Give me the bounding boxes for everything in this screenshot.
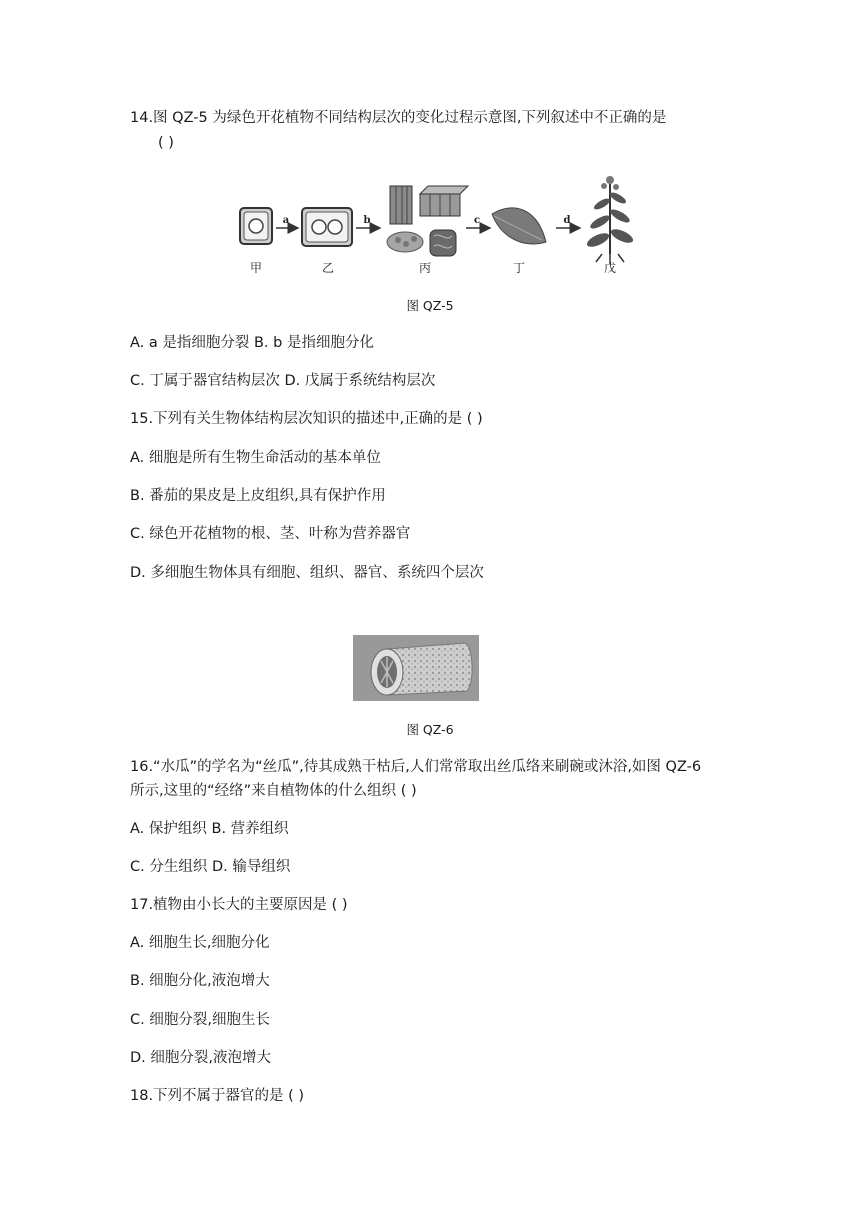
arrow-label-a: a (282, 215, 290, 226)
q17-option-d: D. 细胞分裂,液泡增大 (130, 1050, 271, 1066)
arrow-label-c: c (473, 215, 481, 226)
q16-stem-line2: 所示,这里的“经络”来自植物体的什么组织 ( ) (130, 783, 417, 799)
q16-options-cd: C. 分生组织 D. 输导组织 (130, 859, 291, 875)
figure-qz6-caption: 图 QZ-6 (406, 722, 454, 737)
q17-stem: 17.植物由小长大的主要原因是 ( ) (130, 897, 348, 913)
q15-option-a: A. 细胞是所有生物生命活动的基本单位 (130, 450, 381, 466)
q15-option-b: B. 番茄的果皮是上皮组织,具有保护作用 (130, 488, 386, 504)
cell-single-image (240, 208, 272, 244)
q17-option-b: B. 细胞分化,液泡增大 (130, 973, 270, 989)
stage-label-bing: 丙 (418, 261, 432, 275)
q14-stem: 14.图 QZ-5 为绿色开花植物不同结构层次的变化过程示意图,下列叙述中不正确的是 (130, 110, 667, 126)
stage-label-wu: 戊 (603, 261, 617, 275)
q15-stem: 15.下列有关生物体结构层次知识的描述中,正确的是 ( ) (130, 411, 483, 427)
stage-label-jia: 甲 (249, 261, 263, 275)
arrow-label-d: d (563, 215, 571, 226)
q17-option-a: A. 细胞生长,细胞分化 (130, 935, 270, 951)
arrow-label-b: b (363, 215, 371, 226)
stage-label-ding: 丁 (512, 261, 526, 275)
q16-options-ab: A. 保护组织 B. 营养组织 (130, 821, 289, 837)
figure-qz5-caption: 图 QZ-5 (406, 298, 454, 313)
figure-qz6-loofah-photo (353, 635, 479, 701)
leaf-image (492, 208, 546, 244)
q16-stem-line1: 16.“水瓜”的学名为“丝瓜”,待其成熟干枯后,人们常常取出丝瓜络来刷碗或沐浴,如图 QZ-6 (130, 759, 702, 775)
q15-option-c: C. 绿色开花植物的根、茎、叶称为营养器官 (130, 526, 411, 542)
cell-divided-image (302, 208, 352, 246)
tissues-image (387, 186, 468, 256)
q18-stem: 18.下列不属于器官的是 ( ) (130, 1088, 305, 1104)
q14-options-ab: A. a 是指细胞分裂 B. b 是指细胞分化 (130, 335, 374, 351)
q14-answer-bracket: ( ) (158, 135, 174, 151)
q15-option-d: D. 多细胞生物体具有细胞、组织、器官、系统四个层次 (130, 565, 484, 581)
q17-option-c: C. 细胞分裂,细胞生长 (130, 1012, 270, 1028)
figure-qz5 (230, 170, 650, 280)
stage-label-yi: 乙 (321, 261, 335, 275)
plant-image (585, 176, 635, 264)
q14-options-cd: C. 丁属于器官结构层次 D. 戊属于系统结构层次 (130, 373, 436, 389)
